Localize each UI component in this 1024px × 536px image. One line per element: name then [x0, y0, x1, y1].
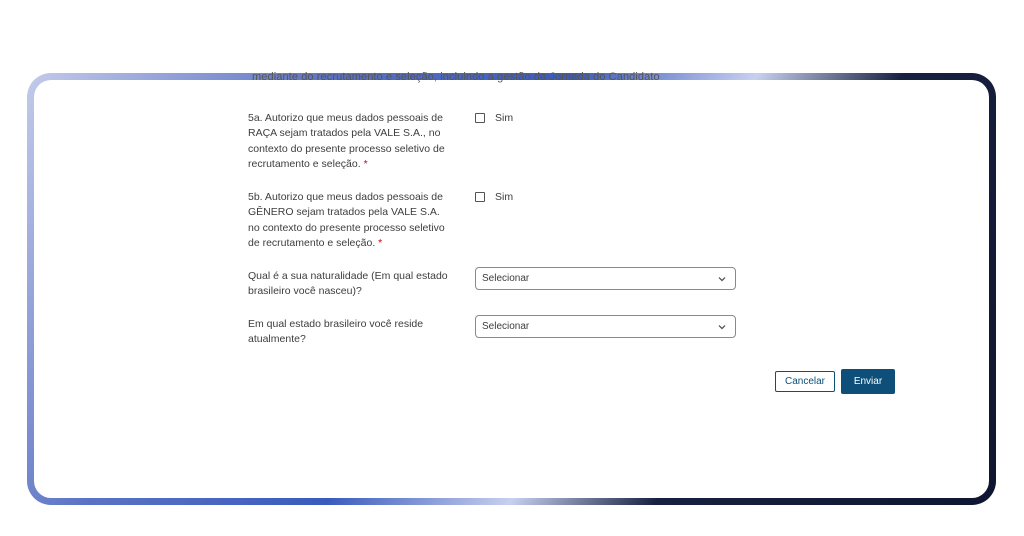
consent-raca-label: Sim [495, 112, 514, 124]
residencia-select-value: Selecionar [482, 321, 530, 332]
gradient-frame [27, 73, 996, 505]
question-5a-text: 5a. Autorizo que meus dados pessoais de RAÇA sejam tratados pela VALE S.A., no contexto do presente processo seletivo de recrutamento e seleção. [248, 112, 445, 171]
consent-raca-option[interactable] [475, 112, 513, 124]
clipped-previous-text [252, 71, 682, 85]
question-residencia: Em qual estado brasileiro você reside atualmente? [248, 318, 424, 346]
cancel-button[interactable]: Cancelar [775, 371, 835, 392]
submit-button[interactable]: Enviar [841, 369, 895, 394]
question-5a [248, 111, 448, 173]
naturalidade-select-value: Selecionar [482, 273, 530, 284]
chevron-down-icon [717, 322, 727, 332]
required-mark: * [378, 237, 383, 250]
form-panel [34, 71, 989, 498]
residencia-select[interactable] [475, 315, 736, 338]
question-5b-text: 5b. Autorizo que meus dados pessoais de GÊNERO sejam tratados pela VALE S.A. no contexto do presente processo seletivo de recrutamento e seleção. [248, 191, 445, 250]
consent-genero-label: Sim [495, 191, 514, 203]
consent-genero-option[interactable] [475, 191, 513, 203]
consent-genero-checkbox[interactable] [475, 192, 485, 202]
question-naturalidade: Qual é a sua naturalidade (Em qual estado brasileiro você nasceu)? [248, 270, 448, 298]
naturalidade-select[interactable] [475, 267, 736, 290]
chevron-down-icon [717, 274, 727, 284]
clipped-text: mediante do recrutamento e seleção, incluindo a gestão da Jornada do Candidato [252, 71, 660, 83]
required-mark: * [363, 158, 368, 171]
consent-raca-checkbox[interactable] [475, 113, 485, 123]
question-5b [248, 190, 448, 252]
